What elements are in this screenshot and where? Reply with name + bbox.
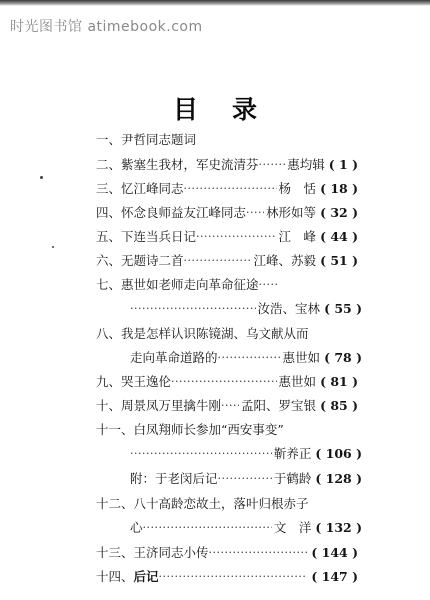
toc-author: 江 峰 — [278, 229, 317, 244]
toc-entry-7 — [96, 277, 358, 293]
toc-title: 哭王逸伦 — [121, 374, 172, 389]
leader-dots — [196, 229, 277, 245]
toc-number: 三、 — [96, 181, 122, 196]
toc-title: 惠世如老师走向革命征途 — [121, 277, 259, 292]
toc-page: ( 32 ) — [320, 205, 358, 220]
toc-page: ( 144 ) — [311, 545, 358, 560]
toc-page: ( 106 ) — [315, 446, 362, 461]
toc-number: 十二、 — [96, 496, 134, 511]
toc-entry-8 — [96, 326, 358, 342]
toc-author: 惠均辑 — [287, 157, 325, 172]
toc-title: 紫塞生我材，军史流清芬 — [121, 157, 259, 172]
toc-number: 十四、 — [96, 569, 134, 584]
leader-dots — [259, 157, 286, 173]
leader-dots — [221, 398, 239, 414]
leader-dots — [184, 181, 277, 197]
toc-author: 文 洋 — [273, 520, 312, 535]
toc-author: 惠世如 — [282, 350, 321, 365]
toc-entry-appendix — [130, 471, 362, 487]
toc-page: ( 128 ) — [315, 471, 362, 486]
leader-dots — [218, 471, 272, 487]
toc-author: 江峰、苏毅 — [253, 253, 317, 268]
toc-entry-12 — [96, 496, 358, 512]
toc-entry-4 — [96, 205, 358, 221]
toc-page: ( 78 ) — [324, 350, 362, 365]
toc-title: 心 — [130, 520, 143, 535]
toc-entry-1 — [96, 132, 358, 148]
toc-title: 走向革命道路的 — [130, 350, 218, 365]
watermark-text: 时光图书馆 atimebook.com — [10, 19, 203, 35]
toc-title: 怀念良师益友江峰同志 — [121, 205, 247, 220]
toc-page: ( 147 ) — [311, 569, 358, 584]
leader-dots — [209, 545, 308, 561]
toc-page: ( 132 ) — [315, 520, 362, 535]
toc-entry-7-cont — [130, 301, 362, 317]
leader-dots — [171, 374, 277, 390]
toc-title: 后记 — [133, 569, 159, 584]
leader-dots — [130, 301, 256, 317]
toc-entry-2 — [96, 157, 358, 173]
toc-page: ( 85 ) — [320, 398, 358, 413]
toc-page: ( 55 ) — [324, 301, 362, 316]
leader-dots — [218, 350, 281, 366]
toc-number: 七、 — [96, 277, 122, 292]
toc-title: 无题诗二首 — [121, 253, 184, 268]
page-title: 目录 — [172, 95, 291, 124]
toc-title: 白凤翔师长参加“西安事变” — [133, 422, 284, 437]
scan-speck — [52, 246, 54, 248]
toc-number: 五、 — [96, 229, 122, 244]
toc-author: 汝浩、宝林 — [257, 301, 321, 316]
toc-author: 于鹤龄 — [273, 471, 312, 486]
toc-title: 王济同志小传 — [133, 545, 209, 560]
toc-entry-3 — [96, 181, 358, 197]
toc-author: 杨 恬 — [278, 181, 317, 196]
leader-dots — [159, 569, 308, 585]
toc-title: 尹哲同志题词 — [121, 132, 197, 147]
toc-author: 惠世如 — [278, 374, 317, 389]
toc-entry-5 — [96, 229, 358, 245]
leader-dots — [259, 277, 279, 293]
toc-title: 我是怎样认识陈镜湖、乌文献从而 — [121, 326, 309, 341]
leader-dots — [130, 446, 272, 462]
toc-page: ( 81 ) — [320, 374, 358, 389]
toc-title: 周景凤万里擒牛刚 — [121, 398, 222, 413]
toc-entry-14 — [96, 569, 358, 585]
scan-speck — [40, 176, 43, 179]
toc-entry-9 — [96, 374, 358, 390]
toc-number: 九、 — [96, 374, 122, 389]
toc-number: 一、 — [96, 132, 122, 147]
toc-title: 附：于老闵后记 — [130, 471, 218, 486]
toc-title: 忆江峰同志 — [121, 181, 184, 196]
toc-entry-8-cont — [130, 350, 362, 366]
toc-author: 孟阳、罗宝银 — [241, 398, 317, 413]
toc-number: 十一、 — [96, 422, 134, 437]
toc-entry-12-cont — [130, 520, 362, 536]
toc-entry-10 — [96, 398, 358, 414]
toc-page: ( 44 ) — [320, 229, 358, 244]
toc-number: 六、 — [96, 253, 122, 268]
toc-page: ( 51 ) — [320, 253, 358, 268]
toc-title: 下连当兵日记 — [121, 229, 197, 244]
toc-number: 四、 — [96, 205, 122, 220]
toc-author: 林形如等 — [266, 205, 317, 220]
toc-page: ( 1 ) — [328, 157, 358, 172]
toc-title: 八十高龄恋故土，落叶归根赤子 — [133, 496, 309, 511]
toc-entry-11 — [96, 422, 358, 438]
leader-dots — [246, 205, 264, 221]
toc-number: 十、 — [96, 398, 122, 413]
toc-entry-6 — [96, 253, 358, 269]
toc-number: 八、 — [96, 326, 122, 341]
leader-dots — [143, 520, 272, 536]
toc-author: 靳养正 — [273, 446, 312, 461]
toc-number: 十三、 — [96, 545, 134, 560]
toc-entry-13 — [96, 545, 358, 561]
toc-entry-11-cont — [130, 446, 362, 462]
toc-number: 二、 — [96, 157, 122, 172]
leader-dots — [184, 253, 252, 269]
toc-page: ( 18 ) — [320, 181, 358, 196]
